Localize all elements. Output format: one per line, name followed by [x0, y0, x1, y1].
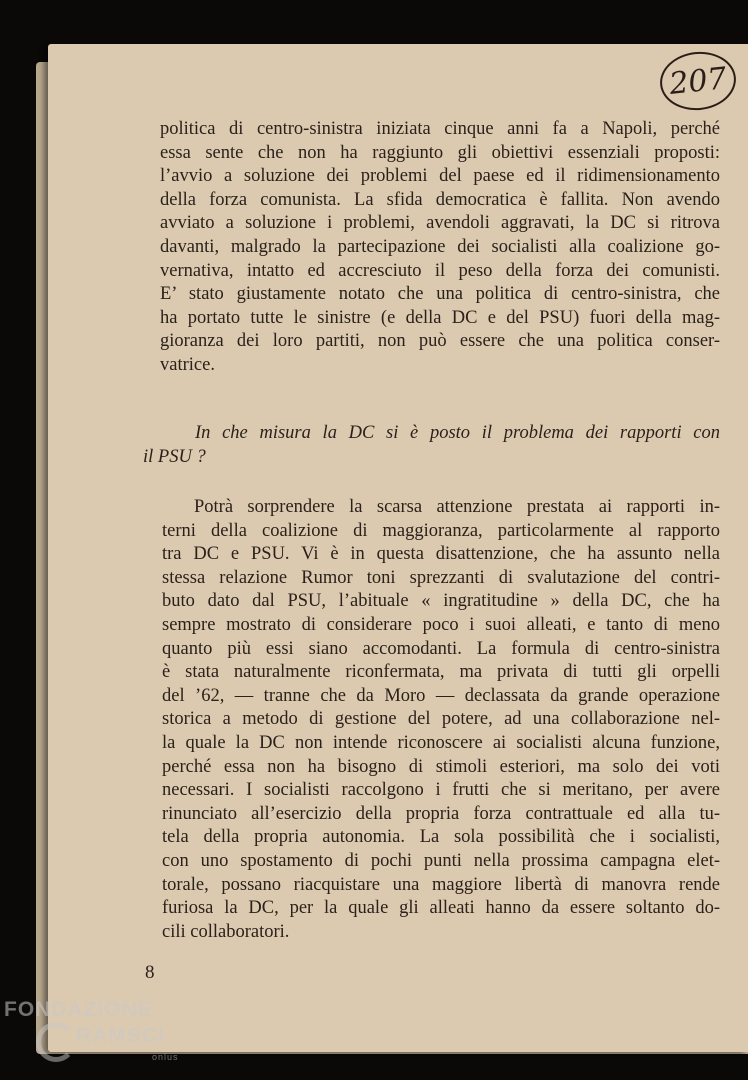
text-line: con uno spostamento di pochi punti nella prossima campagna elet- — [162, 850, 720, 871]
text-line: quanto più essi siano accomodanti. La formula di centro-sinistra — [162, 638, 720, 659]
question-line: In che misura la DC si è posto il problema dei rapporti con — [195, 423, 720, 443]
text-line: sempre mostrato di considerare poco i suoi alleati, e tanto di meno — [162, 614, 720, 635]
text-line: davanti, malgrado la partecipazione dei socialisti alla coalizione go- — [160, 236, 720, 257]
text-line: della forza comunista. La sfida democratica è fallita. Non avendo — [160, 189, 720, 210]
paragraph-1 — [160, 118, 720, 378]
text-line: Potrà sorprendere la scarsa attenzione prestata ai rapporti in- — [194, 497, 720, 517]
text-line: torale, possano riacquistare una maggiore libertà di manovra rende — [162, 874, 720, 895]
text-line: essa sente che non ha raggiunto gli obiettivi essenziali proposti: — [160, 142, 720, 163]
text-line: rinunciato all’esercizio della propria forza contrattuale ed alla tu- — [162, 803, 720, 824]
interview-question — [143, 422, 720, 469]
text-line: avviato a soluzione i problemi, avendoli aggravati, la DC si ritrova — [160, 213, 720, 234]
paragraph-2 — [162, 496, 720, 944]
text-line: storica a metodo di gestione del potere, ad una collaborazione nel- — [162, 709, 720, 730]
page-number: 8 — [145, 962, 155, 983]
text-line: E’ stato giustamente notato che una politica di centro-sinistra, che — [160, 284, 720, 305]
text-line: del ’62, — tranne che da Moro — declassata da grande operazione — [162, 685, 720, 706]
text-line: la quale la DC non intende riconoscere ai socialisti alcuna funzione, — [162, 732, 720, 753]
text-line: vatrice. — [160, 354, 215, 375]
text-line: ha portato tutte le sinistre (e della DC e del PSU) fuori della mag- — [160, 307, 720, 328]
watermark-logo-icon — [36, 1022, 76, 1062]
text-line: buto dato dal PSU, l’abituale « ingratitudine » della DC, che ha — [162, 591, 720, 612]
text-line: necessari. I socialisti raccolgono i frutti che si meritano, per avere — [162, 780, 720, 801]
text-line: tra DC e PSU. Vi è in questa disattenzione, che ha assunto nella — [162, 544, 720, 565]
question-line: il PSU ? — [143, 446, 206, 467]
text-line: è stata naturalmente riconfermata, ma privata di tutti gli orpelli — [162, 662, 720, 683]
text-line: l’avvio a soluzione dei problemi del paese ed il ridimensionamento — [160, 166, 720, 187]
text-line: perché essa non ha bisogno di stimoli esteriori, ma solo dei voti — [162, 756, 720, 777]
text-line: tela della propria autonomia. La sola possibilità che i socialisti, — [162, 827, 720, 848]
text-line: furiosa la DC, per la quale gli alleati hanno da essere soltanto do- — [162, 898, 720, 919]
text-line: cili collaboratori. — [162, 921, 290, 942]
text-line: stessa relazione Rumor toni sprezzanti di svalutazione del contri- — [162, 567, 720, 588]
watermark-line-1: FONDAZIONE — [4, 998, 153, 1021]
text-line: terni della coalizione di maggioranza, particolarmente al rapporto — [162, 520, 720, 541]
text-line: gioranza dei loro partiti, non può essere che una politica conser- — [160, 331, 720, 352]
watermark-subtitle: onlus — [152, 1052, 179, 1062]
text-line: vernativa, intatto ed accresciuto il peso della forza dei comunisti. — [160, 260, 720, 281]
annotation-text: 207 — [667, 60, 729, 102]
archive-watermark — [2, 996, 192, 1076]
text-line: politica di centro-sinistra iniziata cinque anni fa a Napoli, perché — [160, 119, 720, 139]
watermark-line-2: RAMSCI — [76, 1024, 165, 1047]
